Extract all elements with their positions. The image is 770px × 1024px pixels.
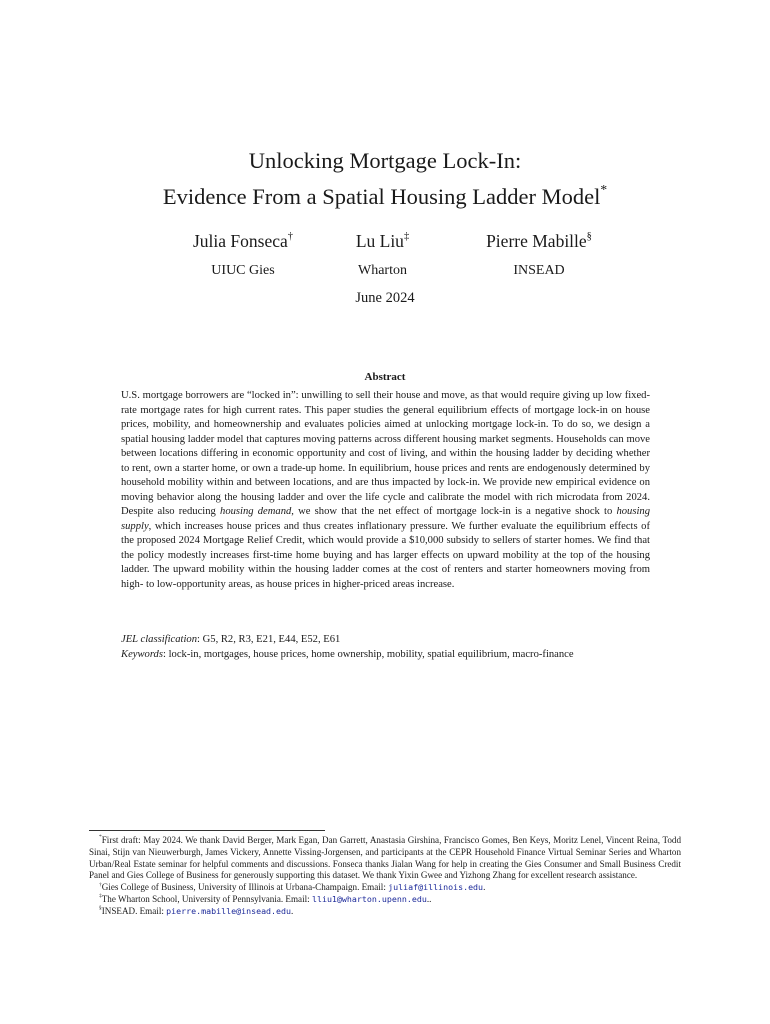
footnote-rule	[89, 830, 325, 831]
footnote-fonseca: †Gies College of Business, University of Illinois at Urbana-Champaign. Email: juliaf@illinois.edu.	[99, 881, 486, 893]
author-fonseca	[168, 231, 318, 279]
footnote-liu: ‡The Wharton School, University of Pennsylvania. Email: lliu1@wharton.upenn.edu..	[99, 893, 432, 904]
jel-classification: JEL classification: G5, R2, R3, E21, E44, E52, E61	[121, 634, 341, 645]
author-affiliation: Wharton	[358, 263, 407, 278]
title-footnote-mark: *	[600, 182, 608, 198]
abstract-heading: Abstract	[364, 371, 406, 383]
footnotes	[89, 835, 681, 918]
author-mabille	[448, 231, 630, 279]
emphasis-housing-demand: housing demand	[220, 506, 292, 517]
author-name: Lu Liu	[355, 231, 404, 251]
abstract-body: U.S. mortgage borrowers are “locked in”: unwilling to sell their house and move, as that would require giving up low fixed-rate mortgage rates for high current rates. This paper studies the general equilibrium effects of mortgage lock-in on house prices, mobility, and homeownership and evaluates policies aimed at unlocking mortgage lock-in. To do so, we design a spatial housing ladder model that captures moving patterns across different housing market segments. Households can move between locations differing in economic opportunity and cost of living, and within the housing ladder by deciding whether to rent, own a starter home, or own a trade-up home. In equilibrium, house prices and rents are endogenously determined by household mobility within and between locations, and are thus impacted by lock-in. We provide new empirical evidence on moving behavior along the housing ladder and over the life cycle and calibrate the model with rich microdata from 2024. Despite also reducing housing demand, we show that the net effect of mortgage lock-in is a negative shock to housing supply, which increases house prices and thus creates inflationary pressure. We further evaluate the equilibrium effects of the proposed 2024 Mortgage Relief Credit, which would provide a $10,000 subsidy to sellers of starter homes. We find that the policy modestly increases first-time home buying and has larger effects on upward mobility at the top of the housing ladder. The upward mobility within the housing ladder comes at the cost of renters and starter homeowners moving from high- to low-opportunity areas, as house prices in higher-priced areas increase.	[121, 390, 650, 590]
paper-date: June 2024	[355, 290, 415, 306]
author-footnote-mark: §	[586, 231, 592, 243]
keywords: Keywords: lock-in, mortgages, house prices, home ownership, mobility, spatial equilibrium, macro-finance	[121, 648, 574, 660]
author-name: Pierre Mabille	[486, 231, 587, 251]
author-footnote-mark: ‡	[403, 231, 410, 243]
emphasis-housing-supply: housing supply	[121, 506, 650, 532]
author-name: Julia Fonseca	[192, 231, 288, 251]
author-affiliation: UIUC Gies	[211, 263, 275, 278]
paper-title-line-2: Evidence From a Spatial Housing Ladder Model*	[162, 182, 608, 209]
email-link-liu[interactable]: lliu1@wharton.upenn.edu	[311, 893, 427, 904]
author-affiliation: INSEAD	[513, 263, 565, 278]
author-footnote-mark: †	[287, 231, 294, 243]
email-link-fonseca[interactable]: juliaf@illinois.edu	[388, 882, 484, 893]
footnote-mabille: §INSEAD. Email: pierre.mabille@insead.edu.	[99, 905, 294, 916]
classification-block	[121, 633, 661, 662]
author-liu	[320, 231, 445, 279]
email-link-mabille[interactable]: pierre.mabille@insead.edu	[166, 905, 292, 916]
paper-title-line-1: Unlocking Mortgage Lock-In:	[248, 148, 522, 173]
footnote-first-draft: *First draft: May 2024. We thank David Berger, Mark Egan, Dan Garrett, Anastasia Girshina, Francisco Gomes, Ben Keys, Moritz Lenel, Vincent Reina, Todd Sinai, Stijn van Nieuwerburgh, James Vickery, Annette Vissing-Jorgensen, and participants at the CEPR Household Finance Virtual Seminar Series and Wharton Urban/Real Estate seminar for helpful comments and discussions. Fonseca thanks Jialan Wang for help in creating the Gies Consumer and Small Business Credit Panel and Gies College of Business for generously supporting this dataset. We thank Yixin Gwee and Yizhong Zhang for excellent research assistance.	[89, 834, 681, 881]
